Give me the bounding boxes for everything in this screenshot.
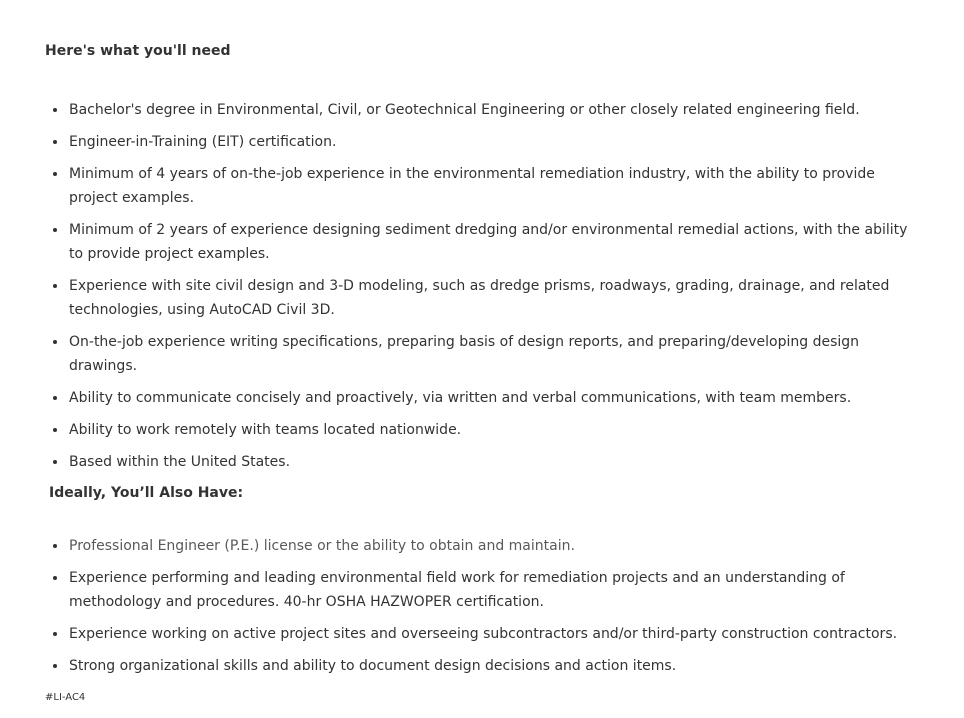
bullet-icon (53, 284, 57, 288)
list-item (49, 162, 917, 210)
list-item-text: Ability to communicate concisely and proactively, via written and verbal communications, with team members. (69, 390, 852, 406)
list-item (49, 218, 917, 266)
list-item-text: Ability to work remotely with teams located nationwide. (69, 422, 462, 438)
list-item-text: Strong organizational skills and ability to document design decisions and action items. (69, 658, 677, 674)
bullet-icon (53, 340, 57, 344)
section-heading-preferred: Ideally, You’ll Also Have: (49, 485, 244, 501)
list-item-text: Professional Engineer (P.E.) license or the ability to obtain and maintain. (69, 538, 575, 554)
list-item (49, 130, 917, 154)
list-item-text: Based within the United States. (69, 454, 291, 470)
bullet-icon (53, 140, 57, 144)
list-item-text: Experience working on active project sites and overseeing subcontractors and/or third-party construction contractors. (69, 626, 898, 642)
list-item (49, 330, 917, 378)
list-item (49, 98, 917, 122)
bullet-icon (53, 108, 57, 112)
bullet-icon (53, 460, 57, 464)
bullet-icon (53, 544, 57, 548)
list-item (49, 386, 917, 410)
list-item (49, 654, 917, 678)
list-item (49, 622, 917, 646)
requirements-list (49, 98, 917, 482)
bullet-icon (53, 172, 57, 176)
list-item (49, 418, 917, 442)
bullet-icon (53, 632, 57, 636)
bullet-icon (53, 228, 57, 232)
list-item-text: Minimum of 2 years of experience designing sediment dredging and/or environmental remedial actions, with the ability to provide project examples. (69, 222, 908, 262)
list-item-text: Minimum of 4 years of on-the-job experience in the environmental remediation industry, with the ability to provide project examples. (69, 166, 875, 206)
bullet-icon (53, 576, 57, 580)
list-item-text: Bachelor's degree in Environmental, Civil, or Geotechnical Engineering or other closely related engineering field. (69, 102, 860, 118)
list-item-text: Engineer-in-Training (EIT) certification. (69, 134, 337, 150)
list-item (49, 274, 917, 322)
list-item (49, 450, 917, 474)
list-item (49, 534, 917, 558)
hashtag-label: #LI-AC4 (45, 692, 86, 703)
bullet-icon (53, 664, 57, 668)
bullet-icon (53, 396, 57, 400)
bullet-icon (53, 428, 57, 432)
list-item (49, 566, 917, 614)
list-item-text: Experience performing and leading environmental field work for remediation projects and an understanding of methodology and procedures. 40-hr OSHA HAZWOPER certification. (69, 570, 845, 610)
preferred-list (49, 534, 917, 686)
section-heading-requirements: Here's what you'll need (45, 43, 231, 59)
list-item-text: On-the-job experience writing specifications, preparing basis of design reports, and preparing/developing design drawings. (69, 334, 860, 374)
list-item-text: Experience with site civil design and 3-D modeling, such as dredge prisms, roadways, grading, drainage, and related technologies, using AutoCAD Civil 3D. (69, 278, 890, 318)
